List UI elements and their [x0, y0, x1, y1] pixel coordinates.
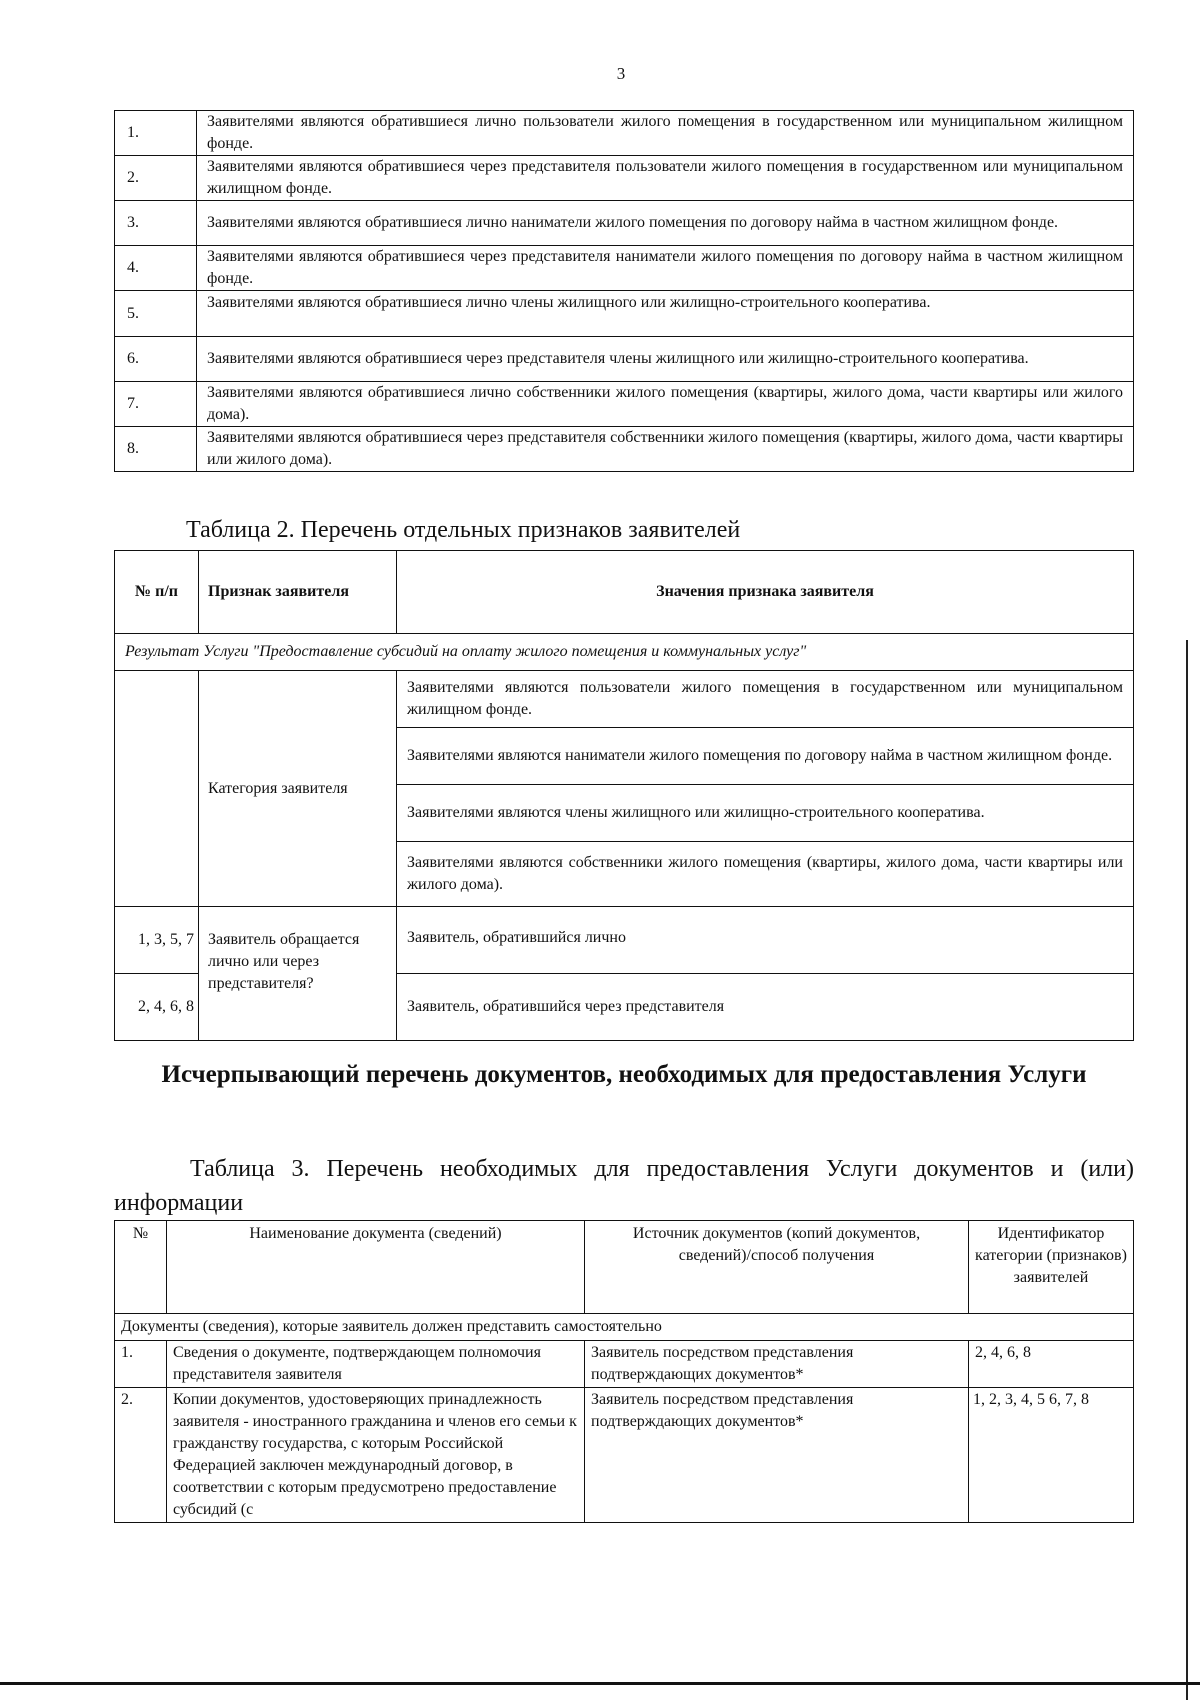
scan-bottom-line: [0, 1682, 1200, 1685]
result-text: Результат Услуги "Предоставление субсидий на оплату жилого помещения и коммунальных услуг": [115, 634, 1134, 671]
row-number: 4.: [115, 246, 197, 291]
row-number: 7.: [115, 382, 197, 427]
table-row: [115, 1341, 1134, 1388]
row-text: Заявителями являются обратившиеся через представителя пользователи жилого помещения в государственном или муниципальном жилищном фонде.: [197, 156, 1134, 201]
header-document-name: Наименование документа (сведений): [167, 1221, 585, 1314]
row-number: 5.: [115, 291, 197, 337]
applicant-signs-table: [114, 550, 1134, 1041]
header-values: Значения признака заявителя: [397, 551, 1134, 634]
header-number: №: [115, 1221, 167, 1314]
row-number: 2.: [115, 1388, 167, 1523]
section-title: Исчерпывающий перечень документов, необходимых для предоставления Услуги: [161, 1061, 1087, 1088]
empty-cell: [115, 671, 199, 907]
row-number: 8.: [115, 427, 197, 472]
row-number: 1.: [115, 1341, 167, 1388]
row-text: Заявителями являются обратившиеся лично члены жилищного или жилищно-строительного кооператива.: [197, 291, 1134, 337]
document-source: Заявитель посредством представления подтверждающих документов*: [585, 1388, 969, 1523]
document-name: Сведения о документе, подтверждающем полномочия представителя заявителя: [167, 1341, 585, 1388]
category-value: Заявителями являются собственники жилого помещения (квартиры, жилого дома, части квартиры или жилого дома).: [397, 842, 1134, 907]
applicant-ids: 2, 4, 6, 8: [969, 1341, 1134, 1388]
table-row: [115, 201, 1134, 246]
appeal-value: Заявитель, обратившийся через представителя: [397, 974, 1134, 1041]
row-text: Заявителями являются обратившиеся через представителя собственники жилого помещения (квартиры, жилого дома, части квартиры или жилого дома).: [197, 427, 1134, 472]
table-row: [115, 291, 1134, 337]
row-number: 6.: [115, 337, 197, 382]
category-value: Заявителями являются наниматели жилого помещения по договору найма в частном жилищном фонде.: [397, 728, 1134, 785]
scan-edge-line: [1186, 640, 1188, 1700]
applicant-ids: 1, 2, 3, 4, 5 6, 7, 8: [969, 1388, 1134, 1523]
row-text: Заявителями являются обратившиеся лично собственники жилого помещения (квартиры, жилого дома, части квартиры или жилого дома).: [197, 382, 1134, 427]
category-value: Заявителями являются пользователи жилого помещения в государственном или муниципальном жилищном фонде.: [397, 671, 1134, 728]
header-row: [115, 1221, 1134, 1314]
row-text: Заявителями являются обратившиеся лично пользователи жилого помещения в государственном или муниципальном жилищном фонде.: [197, 111, 1134, 156]
row-number: 3.: [115, 201, 197, 246]
table3-caption: Таблица 3. Перечень необходимых для предоставления Услуги документов и (или) информации: [114, 1156, 1134, 1216]
document-source: Заявитель посредством представления подтверждающих документов*: [585, 1341, 969, 1388]
table-row: [115, 382, 1134, 427]
document-name: Копии документов, удостоверяющих принадлежность заявителя - иностранного гражданина и членов его семьи к гражданству государства, с которым Российской Федерацией заключен международный договор, в соответствии с которым предусмотрено предоставление субсидий (с: [167, 1388, 585, 1523]
row-text: Заявителями являются обратившиеся через представителя члены жилищного или жилищно-строительного кооператива.: [197, 337, 1134, 382]
result-row: [115, 634, 1134, 671]
appeal-value: Заявитель, обратившийся лично: [397, 907, 1134, 974]
header-source: Источник документов (копий документов, сведений)/способ получения: [585, 1221, 969, 1314]
appeal-label: Заявитель обращается лично или через представителя?: [199, 907, 397, 1041]
category-label: Категория заявителя: [199, 671, 397, 907]
table-row: [115, 111, 1134, 156]
header-sign: Признак заявителя: [199, 551, 397, 634]
header-identifier: Идентификатор категории (признаков) заявителей: [969, 1221, 1134, 1314]
table-row: [115, 156, 1134, 201]
row-text: Заявителями являются обратившиеся через представителя наниматели жилого помещения по договору найма в частном жилищном фонде.: [197, 246, 1134, 291]
row-number: 2.: [115, 156, 197, 201]
group-title: Документы (сведения), которые заявитель должен представить самостоятельно: [115, 1314, 1134, 1341]
table-row: [115, 337, 1134, 382]
appeal-ids: 1, 3, 5, 7: [115, 907, 199, 974]
row-text: Заявителями являются обратившиеся лично наниматели жилого помещения по договору найма в частном жилищном фонде.: [197, 201, 1134, 246]
applicants-table: [114, 110, 1134, 472]
page-number: 3: [616, 64, 626, 83]
appeal-ids: 2, 4, 6, 8: [115, 974, 199, 1041]
table-row: [115, 907, 1134, 974]
table-row: [115, 246, 1134, 291]
documents-table: [114, 1220, 1134, 1523]
table-row: [115, 671, 1134, 728]
row-number: 1.: [115, 111, 197, 156]
table2-caption: Таблица 2. Перечень отдельных признаков заявителей: [186, 517, 741, 543]
table-row: [115, 1388, 1134, 1523]
header-row: [115, 551, 1134, 634]
category-value: Заявителями являются члены жилищного или жилищно-строительного кооператива.: [397, 785, 1134, 842]
group-row: [115, 1314, 1134, 1341]
table-row: [115, 427, 1134, 472]
header-number: № п/п: [115, 551, 199, 634]
